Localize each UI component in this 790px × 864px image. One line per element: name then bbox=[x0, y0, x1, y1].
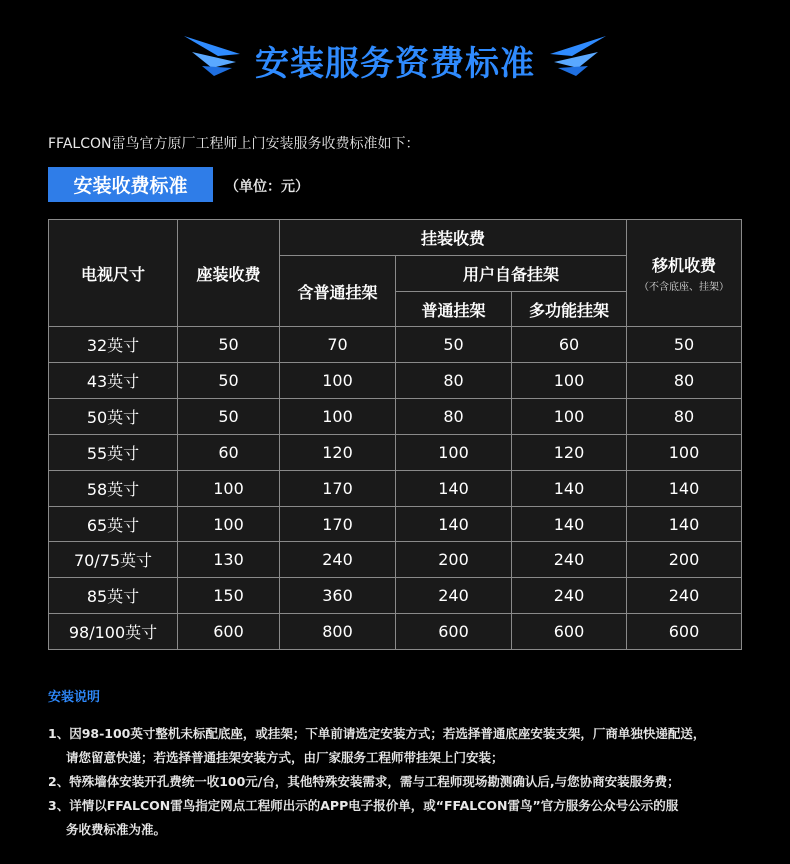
cell-include: 100 bbox=[279, 362, 396, 399]
cell-size: 32英寸 bbox=[48, 326, 178, 363]
cell-multi: 140 bbox=[511, 470, 627, 507]
cell-multi: 600 bbox=[511, 613, 627, 650]
wing-left-icon bbox=[182, 32, 242, 78]
page-title: 安装服务资费标准 bbox=[255, 43, 535, 84]
unit-label: （单位：元） bbox=[225, 179, 309, 195]
cell-normal: 100 bbox=[395, 434, 512, 471]
cell-seat: 50 bbox=[177, 362, 280, 399]
cell-multi: 120 bbox=[511, 434, 627, 471]
cell-seat: 100 bbox=[177, 470, 280, 507]
title-bar bbox=[0, 30, 790, 90]
cell-move: 240 bbox=[626, 577, 742, 614]
header-move-label: 移机收费 bbox=[651, 256, 716, 275]
notes-title: 安装说明 bbox=[48, 690, 101, 705]
cell-seat: 100 bbox=[177, 506, 280, 543]
note-line: 务收费标准为准。 bbox=[66, 822, 167, 837]
cell-move: 80 bbox=[626, 398, 742, 435]
cell-seat: 60 bbox=[177, 434, 280, 471]
cell-size: 70/75英寸 bbox=[48, 541, 178, 578]
header-move bbox=[626, 219, 742, 327]
cell-include: 120 bbox=[279, 434, 396, 471]
cell-move: 100 bbox=[626, 434, 742, 471]
cell-multi: 100 bbox=[511, 362, 627, 399]
cell-move: 600 bbox=[626, 613, 742, 650]
cell-size: 65英寸 bbox=[48, 506, 178, 543]
header-include: 含普通挂架 bbox=[279, 255, 396, 327]
cell-multi: 100 bbox=[511, 398, 627, 435]
price-table bbox=[48, 219, 742, 650]
cell-normal: 50 bbox=[395, 326, 512, 363]
header-seat: 座装收费 bbox=[177, 219, 280, 327]
intro-text: FFALCON雷鸟官方原厂工程师上门安装服务收费标准如下： bbox=[48, 136, 420, 152]
note-line: 2、特殊墙体安装开孔费统一收100元/台，其他特殊安装需求，需与工程师现场勘测确认后,与您协商安装服务费； bbox=[48, 774, 680, 789]
cell-include: 360 bbox=[279, 577, 396, 614]
cell-move: 140 bbox=[626, 470, 742, 507]
cell-size: 50英寸 bbox=[48, 398, 178, 435]
cell-move: 140 bbox=[626, 506, 742, 543]
note-line: 1、因98-100英寸整机未标配底座，或挂架；下单前请选定安装方式；若选择普通底座安装支架，厂商单独快递配送， bbox=[48, 726, 706, 741]
cell-size: 43英寸 bbox=[48, 362, 178, 399]
cell-include: 170 bbox=[279, 506, 396, 543]
cell-size: 98/100英寸 bbox=[48, 613, 178, 650]
cell-include: 70 bbox=[279, 326, 396, 363]
cell-size: 85英寸 bbox=[48, 577, 178, 614]
header-hang: 挂装收费 bbox=[279, 219, 627, 256]
note-line: 请您留意快递；若选择普通挂架安装方式，由厂家服务工程师带挂架上门安装； bbox=[66, 750, 504, 765]
cell-normal: 600 bbox=[395, 613, 512, 650]
wing-right-icon bbox=[548, 32, 608, 78]
cell-multi: 140 bbox=[511, 506, 627, 543]
cell-seat: 150 bbox=[177, 577, 280, 614]
notes-section bbox=[48, 686, 748, 842]
cell-multi: 240 bbox=[511, 577, 627, 614]
cell-move: 200 bbox=[626, 541, 742, 578]
cell-include: 800 bbox=[279, 613, 396, 650]
cell-size: 58英寸 bbox=[48, 470, 178, 507]
cell-include: 240 bbox=[279, 541, 396, 578]
header-normal: 普通挂架 bbox=[395, 291, 512, 327]
cell-normal: 140 bbox=[395, 506, 512, 543]
cell-seat: 50 bbox=[177, 398, 280, 435]
note-line: 3、详情以FFALCON雷鸟指定网点工程师出示的APP电子报价单，或“FFALCON雷鸟”官方服务公众号公示的服 bbox=[48, 798, 679, 813]
cell-multi: 60 bbox=[511, 326, 627, 363]
header-user-own: 用户自备挂架 bbox=[395, 255, 627, 292]
cell-include: 170 bbox=[279, 470, 396, 507]
cell-normal: 80 bbox=[395, 398, 512, 435]
cell-seat: 130 bbox=[177, 541, 280, 578]
cell-move: 50 bbox=[626, 326, 742, 363]
cell-seat: 600 bbox=[177, 613, 280, 650]
cell-normal: 200 bbox=[395, 541, 512, 578]
header-move-note: （不含底座、挂架） bbox=[639, 282, 729, 293]
cell-seat: 50 bbox=[177, 326, 280, 363]
cell-normal: 80 bbox=[395, 362, 512, 399]
cell-move: 80 bbox=[626, 362, 742, 399]
cell-normal: 140 bbox=[395, 470, 512, 507]
section-badge: 安装收费标准 bbox=[48, 167, 213, 202]
header-size: 电视尺寸 bbox=[48, 219, 178, 327]
header-multi: 多功能挂架 bbox=[511, 291, 627, 327]
cell-normal: 240 bbox=[395, 577, 512, 614]
cell-include: 100 bbox=[279, 398, 396, 435]
cell-size: 55英寸 bbox=[48, 434, 178, 471]
cell-multi: 240 bbox=[511, 541, 627, 578]
